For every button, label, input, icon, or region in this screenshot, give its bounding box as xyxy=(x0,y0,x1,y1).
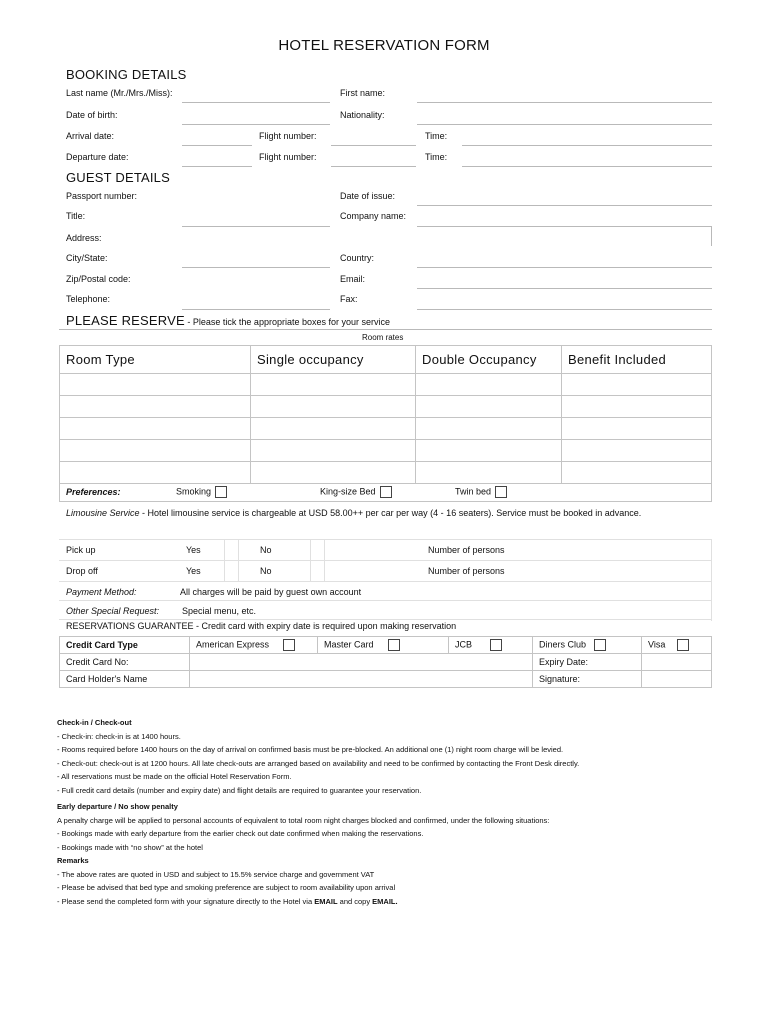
departure-label: Departure date: xyxy=(66,152,129,162)
checkin-heading: Check-in / Check-out xyxy=(57,718,132,727)
jcb-checkbox[interactable] xyxy=(490,639,502,651)
card-number-row xyxy=(60,654,712,671)
reserve-divider xyxy=(59,329,712,330)
remarks-line-last xyxy=(57,895,579,909)
col-benefit-included: Benefit Included xyxy=(562,346,712,374)
flight-number-label-1: Flight number: xyxy=(259,131,317,141)
checkin-line: - Check-in: check-in is at 1400 hours. xyxy=(57,731,181,741)
guest-details-heading: GUEST DETAILS xyxy=(66,170,170,185)
payment-method-value: All charges will be paid by guest own account xyxy=(180,587,362,597)
preferences-row xyxy=(60,484,712,502)
terms-section xyxy=(57,716,579,908)
cell[interactable] xyxy=(416,462,562,484)
arrival-field[interactable] xyxy=(182,145,252,146)
transfer-top-line xyxy=(59,539,712,540)
company-label: Company name: xyxy=(340,211,407,221)
please-reserve-line xyxy=(66,313,390,328)
limousine-label: Limousine Service xyxy=(66,508,140,518)
penalty-line: - Bookings made with early departure from the earlier check out date confirmed when making the reservations. xyxy=(57,829,424,838)
pickup-persons-label: Number of persons xyxy=(428,545,505,555)
guarantee-note xyxy=(66,621,456,631)
amex-checkbox[interactable] xyxy=(283,639,295,651)
diners-label: Diners Club xyxy=(539,639,587,650)
smoking-label: Smoking xyxy=(176,486,212,497)
diners-option xyxy=(533,637,642,654)
passport-label: Passport number: xyxy=(66,191,138,201)
cell[interactable] xyxy=(251,418,416,440)
remarks-last-b: and copy xyxy=(337,896,373,906)
penalty-heading: Early departure / No show penalty xyxy=(57,802,178,811)
pickup-yes[interactable]: Yes xyxy=(186,545,201,555)
smoking-option xyxy=(176,486,227,498)
flight-number-field-2[interactable] xyxy=(331,166,416,167)
master-checkbox[interactable] xyxy=(388,639,400,651)
table-row xyxy=(60,440,712,462)
cell[interactable] xyxy=(562,418,712,440)
cell[interactable] xyxy=(416,374,562,396)
cell[interactable] xyxy=(60,418,251,440)
signature-field[interactable] xyxy=(642,671,712,688)
preferences-label: Preferences: xyxy=(66,487,121,497)
checkin-line: - Check-out: check-out is at 1200 hours. All late check-outs are arranged based on availability and need to be confirmed by contacting the Front Desk directly. xyxy=(57,758,580,768)
cell[interactable] xyxy=(562,440,712,462)
dropoff-label: Drop off xyxy=(66,566,98,576)
card-holder-label: Card Holder's Name xyxy=(60,671,190,688)
address-field-edge xyxy=(711,226,712,246)
special-line xyxy=(59,619,712,620)
cell[interactable] xyxy=(416,440,562,462)
smoking-checkbox[interactable] xyxy=(215,486,227,498)
remarks-heading: Remarks xyxy=(57,856,89,865)
col-single-occupancy: Single occupancy xyxy=(251,346,416,374)
visa-label: Visa xyxy=(648,639,666,650)
guarantee-label: RESERVATIONS GUARANTEE xyxy=(66,621,194,631)
first-name-field[interactable] xyxy=(417,102,712,103)
twin-bed-label: Twin bed xyxy=(455,486,492,497)
nationality-label: Nationality: xyxy=(340,110,385,120)
king-bed-option xyxy=(320,486,392,498)
remarks-last-a: - Please send the completed form with your signature directly to the Hotel via xyxy=(57,896,315,906)
col-double-occupancy: Double Occupancy xyxy=(416,346,562,374)
time-field-2[interactable] xyxy=(462,166,712,167)
cell[interactable] xyxy=(251,462,416,484)
penalty-line: A penalty charge will be applied to personal accounts of equivalent to total room night charges blocked and confirmed, under the following situations: xyxy=(57,815,550,825)
guarantee-text: - Credit card with expiry date is required upon making reservation xyxy=(193,621,457,631)
zip-label: Zip/Postal code: xyxy=(66,274,131,284)
checkin-line: - Full credit card details (number and expiry date) and flight details are required to guarantee your reservation. xyxy=(57,785,422,795)
card-number-field[interactable] xyxy=(190,654,533,671)
fax-label: Fax: xyxy=(340,294,358,304)
jcb-label: JCB xyxy=(455,639,473,650)
cell[interactable] xyxy=(251,440,416,462)
dob-label: Date of birth: xyxy=(66,110,118,120)
twin-bed-option xyxy=(455,486,507,498)
amex-label: American Express xyxy=(196,639,270,650)
visa-checkbox[interactable] xyxy=(677,639,689,651)
cell[interactable] xyxy=(416,396,562,418)
king-bed-label: King-size Bed xyxy=(320,486,376,497)
guest-title-label: Title: xyxy=(66,211,86,221)
amex-option xyxy=(190,637,318,654)
form-title: HOTEL RESERVATION FORM xyxy=(278,37,490,54)
payment-line xyxy=(59,600,712,601)
email-word-2: EMAIL. xyxy=(372,896,398,906)
last-name-label: Last name (Mr./Mrs./Miss): xyxy=(66,88,173,98)
country-label: Country: xyxy=(340,253,375,263)
twin-bed-checkbox[interactable] xyxy=(495,486,507,498)
arrival-label: Arrival date: xyxy=(66,131,115,141)
first-name-label: First name: xyxy=(340,88,386,98)
time-label-1: Time: xyxy=(425,131,448,141)
country-field[interactable] xyxy=(417,267,712,268)
expiry-field[interactable] xyxy=(642,654,712,671)
address-label: Address: xyxy=(66,233,102,243)
transfer-bottom-line xyxy=(59,581,712,582)
special-request-value: Special menu, etc. xyxy=(182,606,257,616)
special-request-label: Other Special Request: xyxy=(66,606,160,616)
departure-field[interactable] xyxy=(182,166,252,167)
telephone-field[interactable] xyxy=(182,309,330,310)
visa-option xyxy=(642,637,712,654)
credit-card-table xyxy=(59,636,712,688)
card-holder-field[interactable] xyxy=(190,671,533,688)
preferences-cell xyxy=(60,484,712,502)
cell[interactable] xyxy=(251,374,416,396)
please-reserve-heading: PLEASE RESERVE xyxy=(66,313,185,328)
cell[interactable] xyxy=(251,396,416,418)
dropoff-no[interactable]: No xyxy=(260,566,272,576)
city-field[interactable] xyxy=(182,267,330,268)
pickup-label: Pick up xyxy=(66,545,96,555)
remarks-line: - The above rates are quoted in USD and subject to 15.5% service charge and government VAT xyxy=(57,869,375,879)
table-row xyxy=(60,396,712,418)
limousine-note xyxy=(66,508,641,518)
table-row xyxy=(60,462,712,484)
card-number-label: Credit Card No: xyxy=(60,654,190,671)
cell[interactable] xyxy=(60,462,251,484)
expiry-label: Expiry Date: xyxy=(533,654,642,671)
cell[interactable] xyxy=(562,374,712,396)
fax-field[interactable] xyxy=(417,309,712,310)
diners-checkbox[interactable] xyxy=(594,639,606,651)
card-type-label: Credit Card Type xyxy=(60,637,190,654)
please-reserve-note: - Please tick the appropriate boxes for your service xyxy=(184,317,391,327)
email-label: Email: xyxy=(340,274,366,284)
checkin-line: - Rooms required before 1400 hours on the day of arrival on confirmed basis must be pre-blocked. An additional one (1) night room charge will be levied. xyxy=(57,745,564,754)
email-field[interactable] xyxy=(417,288,712,289)
penalty-line: - Bookings made with “no show” at the hotel xyxy=(57,842,203,852)
dob-field[interactable] xyxy=(182,124,330,125)
cell[interactable] xyxy=(562,396,712,418)
transfer-mid-line xyxy=(59,560,712,561)
king-bed-checkbox[interactable] xyxy=(380,486,392,498)
remarks-line: - Please be advised that bed type and smoking preference are subject to room availability upon arrival xyxy=(57,883,396,892)
cell[interactable] xyxy=(60,440,251,462)
master-label: Master Card xyxy=(324,639,374,650)
cell[interactable] xyxy=(416,418,562,440)
table-row xyxy=(60,374,712,396)
email-word: EMAIL xyxy=(314,896,338,906)
jcb-option xyxy=(449,637,533,654)
card-holder-row xyxy=(60,671,712,688)
transfer-right-edge xyxy=(711,539,712,621)
room-rates-label: Room rates xyxy=(362,333,404,342)
telephone-label: Telephone: xyxy=(66,294,111,304)
date-issue-field[interactable] xyxy=(417,205,712,206)
pickup-no[interactable]: No xyxy=(260,545,272,555)
guest-title-field[interactable] xyxy=(182,226,330,227)
limousine-text: - Hotel limousine service is chargeable at USD 58.00++ per car per way (4 - 16 seaters). Service must be booked in advance. xyxy=(139,508,642,518)
date-issue-label: Date of issue: xyxy=(340,191,396,201)
master-option xyxy=(318,637,449,654)
booking-details-heading: BOOKING DETAILS xyxy=(66,67,187,82)
checkin-line: - All reservations must be made on the official Hotel Reservation Form. xyxy=(57,772,292,781)
city-label: City/State: xyxy=(66,253,108,263)
col-room-type: Room Type xyxy=(60,346,251,374)
last-name-field[interactable] xyxy=(182,102,330,103)
time-field-1[interactable] xyxy=(462,145,712,146)
dropoff-yes[interactable]: Yes xyxy=(186,566,201,576)
cell[interactable] xyxy=(562,462,712,484)
time-label-2: Time: xyxy=(425,152,448,162)
nationality-field[interactable] xyxy=(417,124,712,125)
flight-number-field-1[interactable] xyxy=(331,145,416,146)
room-rates-header-row xyxy=(60,346,712,374)
room-rates-table xyxy=(59,345,712,502)
signature-label: Signature: xyxy=(533,671,642,688)
cell[interactable] xyxy=(60,374,251,396)
table-row xyxy=(60,418,712,440)
card-type-row xyxy=(60,637,712,654)
cell[interactable] xyxy=(60,396,251,418)
payment-method-label: Payment Method: xyxy=(66,587,137,597)
flight-number-label-2: Flight number: xyxy=(259,152,317,162)
dropoff-persons-label: Number of persons xyxy=(428,566,505,576)
company-field[interactable] xyxy=(417,226,712,227)
